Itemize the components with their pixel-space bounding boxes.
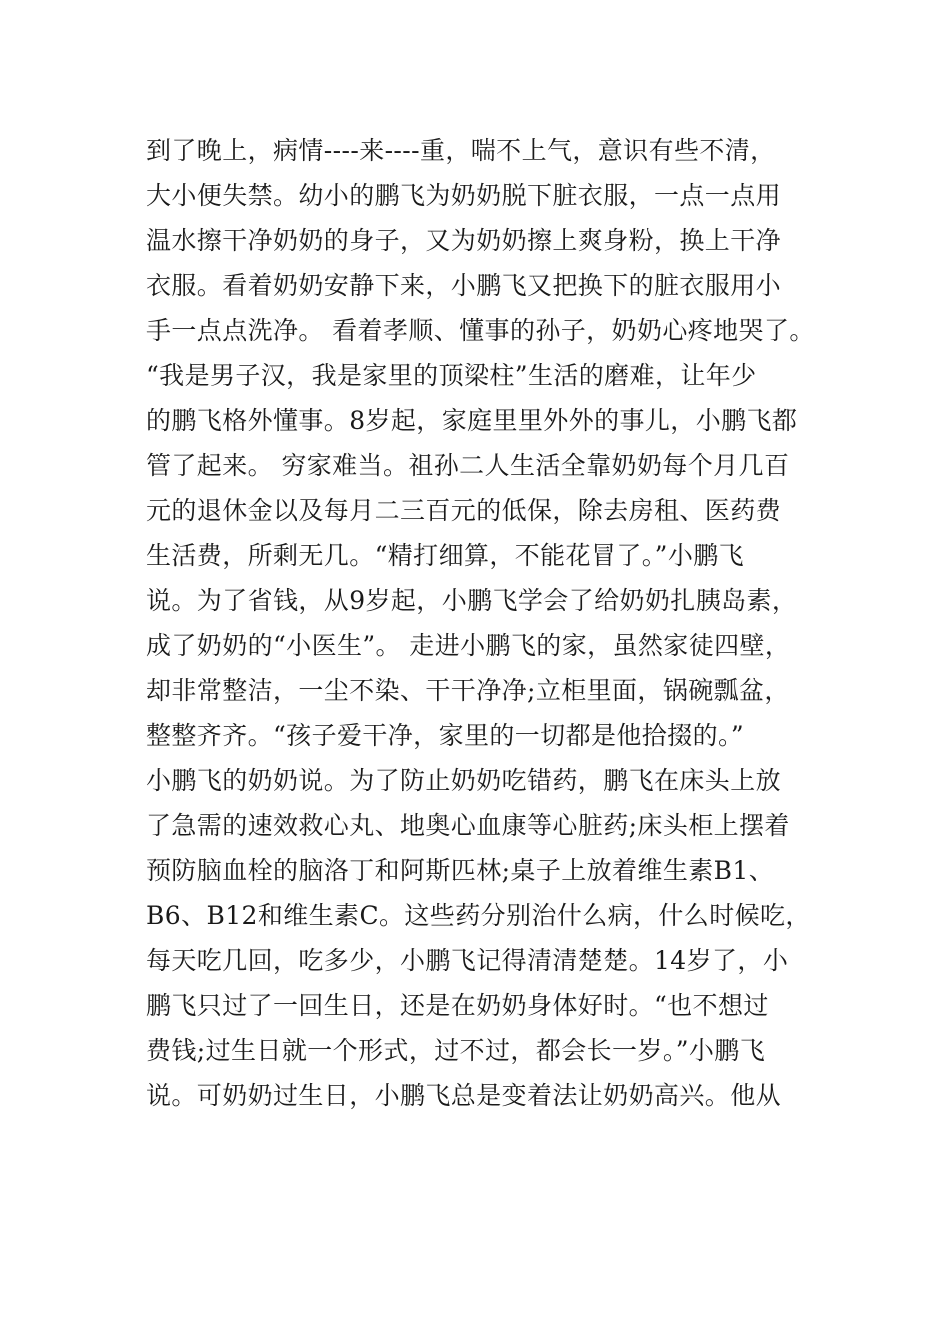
body-text — [146, 128, 836, 1118]
text-line: “我是男子汉，我是家里的顶梁柱”生活的磨难，让年少 — [146, 361, 757, 390]
text-line: 衣服。看着奶奶安静下来，小鹏飞又把换下的脏衣服用小 — [146, 271, 782, 300]
text-line: 的鹏飞格外懂事。8岁起，家庭里里外外的事儿，小鹏飞都 — [146, 406, 798, 435]
text-line: B6、B12和维生素C。这些药分别治什么病，什么时候吃， — [146, 901, 811, 930]
text-line: 预防脑血栓的脑洛丁和阿斯匹林;桌子上放着维生素B1、 — [146, 856, 775, 885]
text-line: 手一点点洗净。 看着孝顺、懂事的孙子，奶奶心疼地哭了。 — [146, 316, 815, 345]
text-line: 整整齐齐。“孩子爱干净，家里的一切都是他拾掇的。” — [146, 721, 745, 750]
text-line: 温水擦干净奶奶的身子，又为奶奶擦上爽身粉，换上干净 — [146, 226, 782, 255]
text-line: 说。为了省钱，从9岁起，小鹏飞学会了给奶奶扎胰岛素， — [146, 586, 798, 615]
text-line: 到了晚上，病情----来----重，喘不上气，意识有些不清， — [146, 136, 776, 165]
text-line: 了急需的速效救心丸、地奥心血康等心脏药;床头柜上摆着 — [146, 811, 790, 840]
text-line: 小鹏飞的奶奶说。为了防止奶奶吃错药，鹏飞在床头上放 — [146, 766, 782, 795]
text-line: 成了奶奶的“小医生”。 走进小鹏飞的家，虽然家徒四壁， — [146, 631, 791, 660]
text-line: 却非常整洁，一尘不染、干干净净;立柜里面，锅碗瓢盆， — [146, 676, 790, 705]
text-line: 鹏飞只过了一回生日，还是在奶奶身体好时。“也不想过 — [146, 991, 769, 1020]
text-line: 管了起来。 穷家难当。祖孙二人生活全靠奶奶每个月几百 — [146, 451, 790, 480]
text-line: 费钱;过生日就一个形式，过不过，都会长一岁。”小鹏飞 — [146, 1036, 766, 1065]
text-line: 生活费，所剩无几。“精打细算，不能花冒了。”小鹏飞 — [146, 541, 745, 570]
text-line: 说。可奶奶过生日，小鹏飞总是变着法让奶奶高兴。他从 — [146, 1081, 782, 1110]
text-line: 元的退休金以及每月二三百元的低保，除去房租、医药费 — [146, 496, 782, 525]
text-line: 每天吃几回，吃多少，小鹏飞记得清清楚楚。14岁了，小 — [146, 946, 789, 975]
text-line: 大小便失禁。幼小的鹏飞为奶奶脱下脏衣服，一点一点用 — [146, 181, 782, 210]
